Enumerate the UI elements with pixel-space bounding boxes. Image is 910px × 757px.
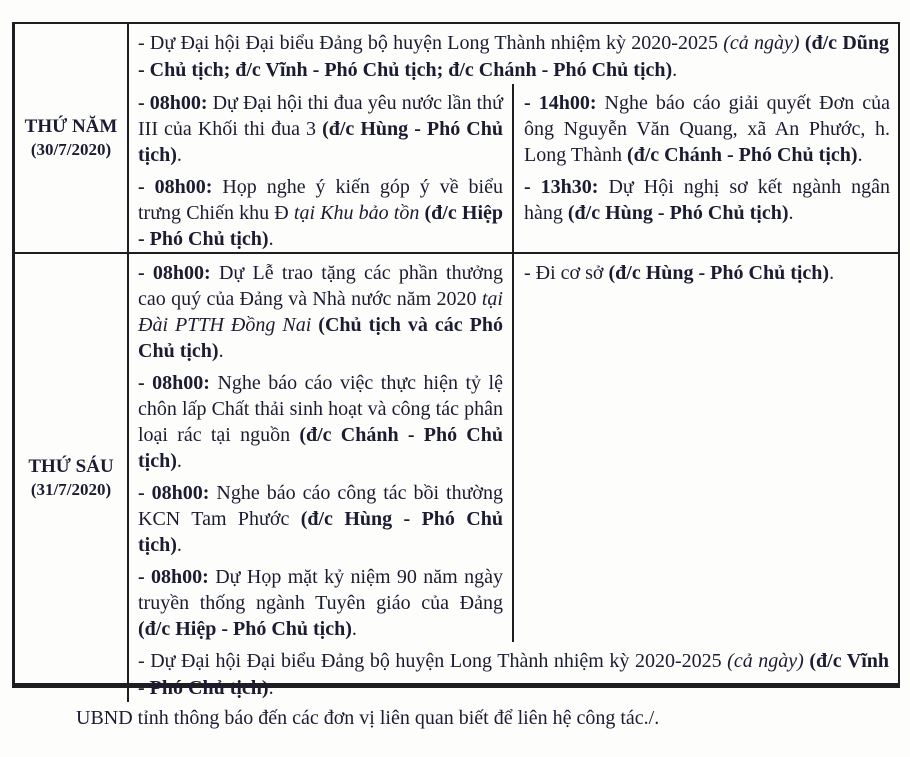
thursday-left-column	[129, 84, 512, 252]
friday-row	[15, 252, 898, 702]
schedule-event-text: - 08h00: Dự Họp mặt kỷ niệm 90 năm ngày truyền thống ngành Tuyên giáo của Đảng (đ/c Hiệp - Phó Chủ tịch).	[138, 566, 503, 640]
thursday-date: (30/7/2020)	[30, 140, 112, 159]
friday-columns	[129, 254, 898, 642]
thursday-allday-cell	[129, 24, 898, 84]
schedule-event-text: - Dự Đại hội Đại biểu Đảng bộ huyện Long Thành nhiệm kỳ 2020-2025 (cả ngày) (đ/c Vĩnh - Phó Chủ tịch).	[138, 650, 890, 699]
schedule-event-text: - 08h00: Nghe báo cáo việc thực hiện tỷ lệ chôn lấp Chất thải sinh hoạt và công tác phân loại rác tại nguồn (đ/c Chánh - Phó Chủ tịch).	[138, 372, 503, 472]
friday-right-column	[512, 254, 898, 642]
schedule-event-text: - Đi cơ sở (đ/c Hùng - Phó Chủ tịch).	[524, 262, 835, 284]
closing-note: UBND tỉnh thông báo đến các đơn vị liên quan biết để liên hệ công tác./.	[76, 707, 660, 729]
friday-label: THỨ SÁU	[28, 456, 114, 477]
thursday-label: THỨ NĂM	[24, 116, 118, 137]
friday-allday-cell	[129, 642, 898, 702]
schedule-event-text: - Dự Đại hội Đại biểu Đảng bộ huyện Long Thành nhiệm kỳ 2020-2025 (cả ngày) (đ/c Dũng - Chủ tịch; đ/c Vĩnh - Phó Chủ tịch; đ/c Chánh - Phó Chủ tịch).	[138, 32, 890, 81]
schedule-event-text: - 13h30: Dự Hội nghị sơ kết ngành ngân hàng (đ/c Hùng - Phó Chủ tịch).	[524, 176, 890, 224]
schedule-event-text: - 08h00: Dự Lễ trao tặng các phần thưởng cao quý của Đảng và Nhà nước năm 2020 tại Đài PTTH Đồng Nai (Chủ tịch và các Phó Chủ tịch).	[138, 262, 503, 362]
friday-day-cell	[15, 254, 129, 702]
friday-left-column	[129, 254, 512, 642]
thursday-right-column	[512, 84, 898, 252]
thursday-day-cell	[15, 24, 129, 252]
schedule-event-text: - 08h00: Dự Đại hội thi đua yêu nước lần thứ III của Khối thi đua 3 (đ/c Hùng - Phó Chủ tịch).	[138, 92, 503, 166]
schedule-table	[12, 22, 900, 699]
schedule-event-text: - 08h00: Nghe báo cáo công tác bồi thường KCN Tam Phước (đ/c Hùng - Phó Chủ tịch).	[138, 482, 503, 556]
schedule-event-text: - 14h00: Nghe báo cáo giải quyết Đơn của ông Nguyễn Văn Quang, xã An Phước, h. Long Thành (đ/c Chánh - Phó Chủ tịch).	[524, 92, 890, 166]
friday-date: (31/7/2020)	[30, 480, 112, 499]
friday-content-cell	[129, 254, 898, 702]
schedule-event-text: - 08h00: Họp nghe ý kiến góp ý về biểu trưng Chiến khu Đ tại Khu bảo tồn (đ/c Hiệp - Phó Chủ tịch).	[138, 176, 503, 250]
thursday-columns	[129, 84, 898, 252]
thursday-content-cell	[129, 24, 898, 252]
thursday-row	[15, 24, 898, 252]
